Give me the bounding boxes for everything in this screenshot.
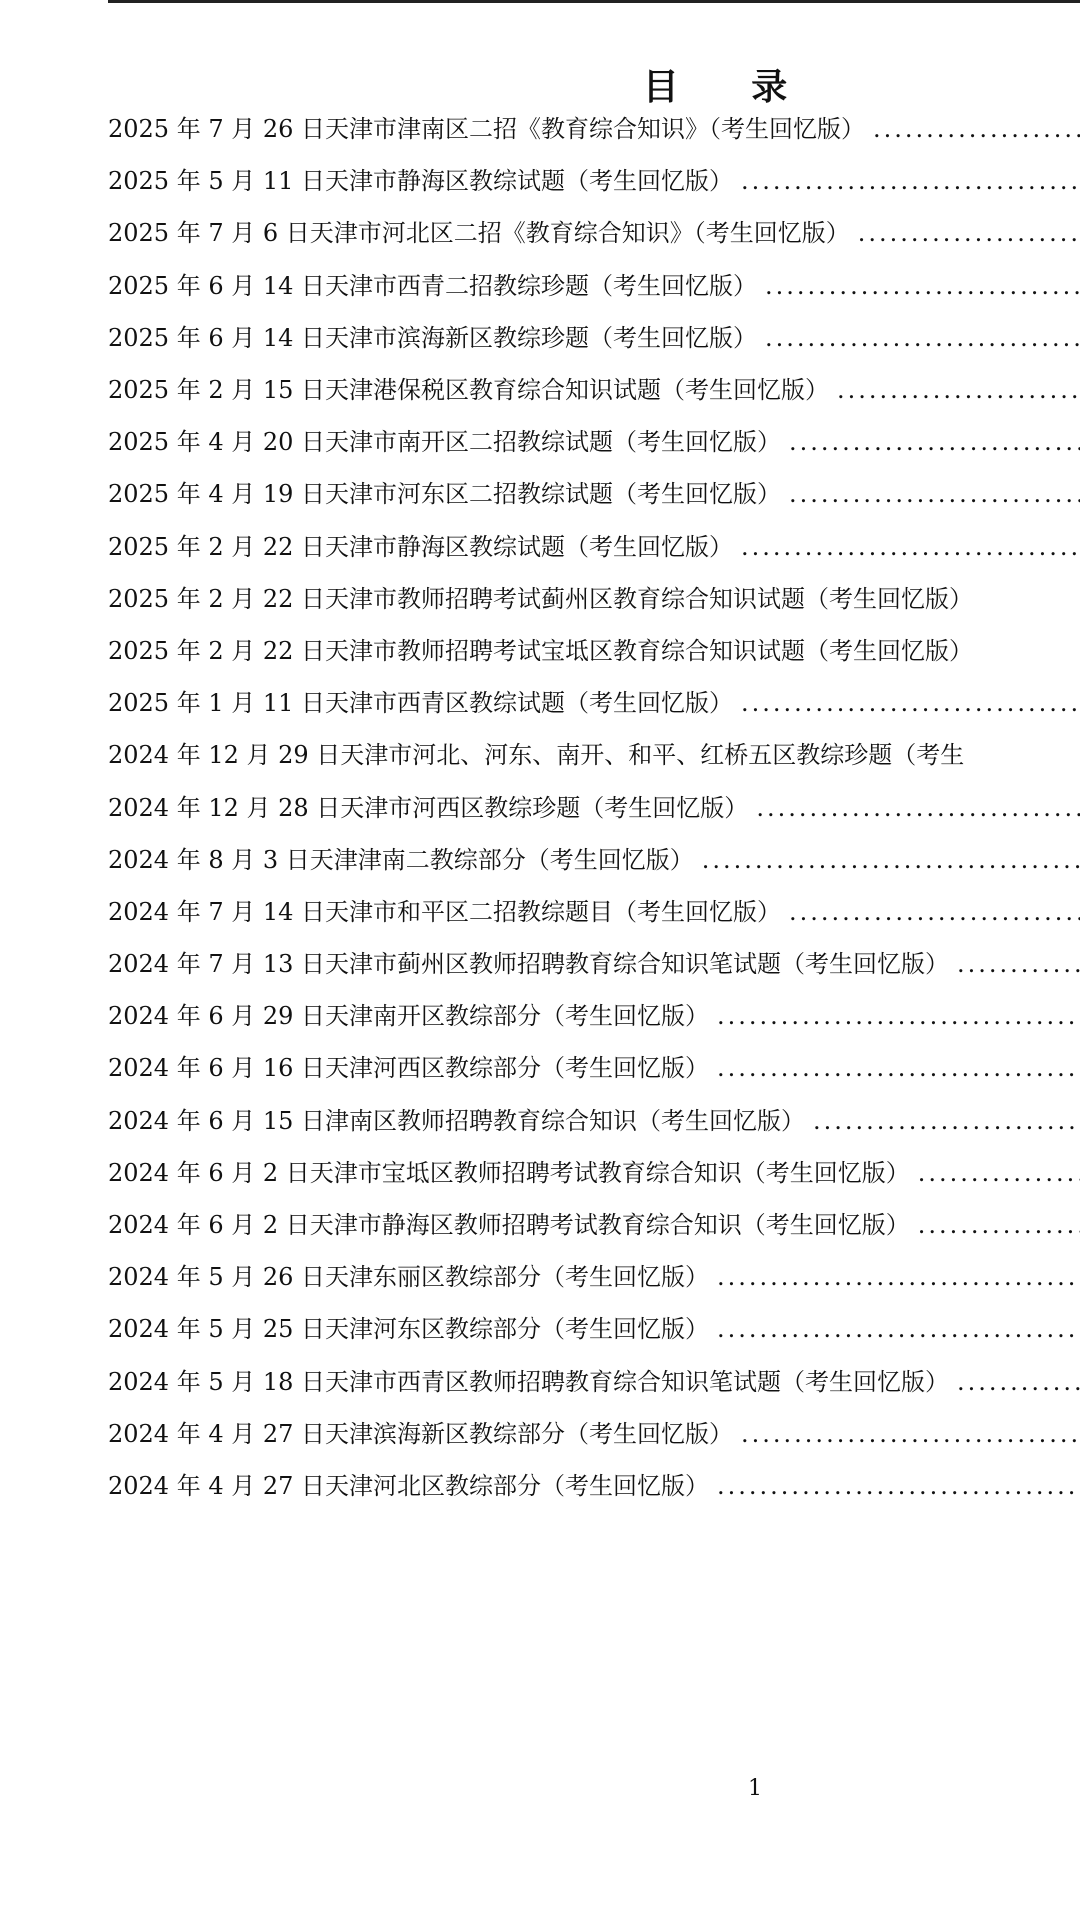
toc-entry-title: 2025 年 1 月 11 日天津市西青区教综试题（考生回忆版） bbox=[108, 689, 734, 718]
dot-leader bbox=[702, 845, 1080, 875]
toc-entry-title: 2024 年 6 月 2 日天津市宝坻区教师招聘考试教育综合知识（考生回忆版） bbox=[108, 1158, 910, 1187]
toc-entry-title: 2025 年 2 月 15 日天津港保税区教育综合知识试题（考生回忆版） bbox=[108, 376, 830, 405]
page-title: 目 录 bbox=[642, 67, 818, 109]
toc-entry-title: 2025 年 4 月 19 日天津市河东区二招教综试题（考生回忆版） bbox=[108, 480, 782, 509]
toc-entry bbox=[108, 312, 1080, 364]
toc-entry-title: 2025 年 5 月 11 日天津市静海区教综试题（考生回忆版） bbox=[108, 167, 734, 196]
toc-entry-title: 2025 年 7 月 6 日天津市河北区二招《教育综合知识》（考生回忆版） bbox=[108, 219, 850, 248]
dot-leader bbox=[789, 897, 1080, 927]
dot-leader bbox=[741, 532, 1080, 562]
table-of-contents bbox=[108, 103, 1080, 1503]
toc-entry bbox=[108, 1199, 1080, 1251]
dot-leader bbox=[837, 375, 1080, 405]
toc-entry-title: 2024 年 12 月 29 日天津市河北、河东、南开、和平、红桥五区教综珍题（考生 bbox=[108, 741, 965, 770]
toc-entry-title: 2024 年 12 月 28 日天津市河西区教综珍题（考生回忆版） bbox=[108, 793, 749, 822]
dot-leader bbox=[918, 1158, 1080, 1188]
toc-entry bbox=[108, 521, 1080, 573]
toc-entry bbox=[108, 103, 1080, 155]
dot-leader bbox=[717, 1471, 1080, 1501]
toc-entry-title: 2025 年 2 月 22 日天津市静海区教综试题（考生回忆版） bbox=[108, 532, 734, 561]
toc-entry bbox=[108, 990, 1080, 1042]
toc-entry bbox=[108, 1095, 1080, 1147]
toc-entry bbox=[108, 1408, 1080, 1460]
toc-entry bbox=[108, 1251, 1080, 1303]
toc-entry-title: 2025 年 6 月 14 日天津市滨海新区教综珍题（考生回忆版） bbox=[108, 323, 758, 352]
toc-entry-title: 2025 年 7 月 26 日天津市津南区二招《教育综合知识》（考生回忆版） bbox=[108, 115, 866, 144]
toc-entry-title: 2025 年 2 月 22 日天津市教师招聘考试宝坻区教育综合知识试题（考生回忆版） bbox=[108, 636, 974, 665]
toc-entry bbox=[108, 1460, 1080, 1512]
toc-entry bbox=[108, 625, 1080, 677]
toc-entry bbox=[108, 1356, 1080, 1408]
toc-entry bbox=[108, 886, 1080, 938]
dot-leader bbox=[858, 218, 1080, 248]
toc-entry bbox=[108, 573, 1080, 625]
dot-leader bbox=[717, 1262, 1080, 1292]
toc-entry-title: 2024 年 5 月 18 日天津市西青区教师招聘教育综合知识笔试题（考生回忆版） bbox=[108, 1367, 950, 1396]
dot-leader bbox=[765, 323, 1080, 353]
page-number: 1 bbox=[748, 1776, 762, 1801]
toc-entry-title: 2024 年 8 月 3 日天津津南二教综部分（考生回忆版） bbox=[108, 845, 694, 874]
dot-leader bbox=[957, 1367, 1080, 1397]
toc-entry bbox=[108, 1303, 1080, 1355]
toc-entry bbox=[108, 834, 1080, 886]
toc-entry-title: 2025 年 6 月 14 日天津市西青二招教综珍题（考生回忆版） bbox=[108, 271, 758, 300]
dot-leader bbox=[741, 1419, 1080, 1449]
toc-entry bbox=[108, 260, 1080, 312]
toc-entry bbox=[108, 207, 1080, 259]
toc-entry-title: 2025 年 2 月 22 日天津市教师招聘考试蓟州区教育综合知识试题（考生回忆版） bbox=[108, 584, 974, 613]
dot-leader bbox=[789, 427, 1080, 457]
toc-entry bbox=[108, 1042, 1080, 1094]
toc-entry-title: 2024 年 6 月 15 日津南区教师招聘教育综合知识（考生回忆版） bbox=[108, 1106, 806, 1135]
toc-entry bbox=[108, 938, 1080, 990]
toc-entry-title: 2024 年 7 月 13 日天津市蓟州区教师招聘教育综合知识笔试题（考生回忆版） bbox=[108, 950, 950, 979]
dot-leader bbox=[741, 166, 1080, 196]
toc-entry-title: 2024 年 7 月 14 日天津市和平区二招教综题目（考生回忆版） bbox=[108, 897, 782, 926]
dot-leader bbox=[957, 949, 1080, 979]
toc-entry-title: 2024 年 5 月 26 日天津东丽区教综部分（考生回忆版） bbox=[108, 1263, 710, 1292]
dot-leader bbox=[873, 114, 1080, 144]
dot-leader bbox=[717, 1001, 1080, 1031]
toc-entry bbox=[108, 781, 1080, 833]
toc-entry bbox=[108, 468, 1080, 520]
top-rule bbox=[108, 0, 1080, 3]
toc-entry bbox=[108, 729, 1080, 781]
toc-entry bbox=[108, 677, 1080, 729]
toc-entry bbox=[108, 416, 1080, 468]
toc-entry-title: 2024 年 5 月 25 日天津河东区教综部分（考生回忆版） bbox=[108, 1315, 710, 1344]
dot-leader bbox=[717, 1053, 1080, 1083]
dot-leader bbox=[918, 1210, 1080, 1240]
toc-entry-title: 2024 年 6 月 29 日天津南开区教综部分（考生回忆版） bbox=[108, 1002, 710, 1031]
dot-leader bbox=[756, 793, 1080, 823]
dot-leader bbox=[741, 688, 1080, 718]
toc-entry-title: 2024 年 6 月 2 日天津市静海区教师招聘考试教育综合知识（考生回忆版） bbox=[108, 1211, 910, 1240]
toc-entry-title: 2025 年 4 月 20 日天津市南开区二招教综试题（考生回忆版） bbox=[108, 428, 782, 457]
toc-entry-title: 2024 年 4 月 27 日天津滨海新区教综部分（考生回忆版） bbox=[108, 1419, 734, 1448]
dot-leader bbox=[765, 271, 1080, 301]
toc-entry bbox=[108, 155, 1080, 207]
dot-leader bbox=[717, 1314, 1080, 1344]
toc-entry-title: 2024 年 6 月 16 日天津河西区教综部分（考生回忆版） bbox=[108, 1054, 710, 1083]
toc-entry bbox=[108, 364, 1080, 416]
toc-entry bbox=[108, 1147, 1080, 1199]
toc-entry-title: 2024 年 4 月 27 日天津河北区教综部分（考生回忆版） bbox=[108, 1471, 710, 1500]
dot-leader bbox=[813, 1106, 1080, 1136]
dot-leader bbox=[789, 479, 1080, 509]
